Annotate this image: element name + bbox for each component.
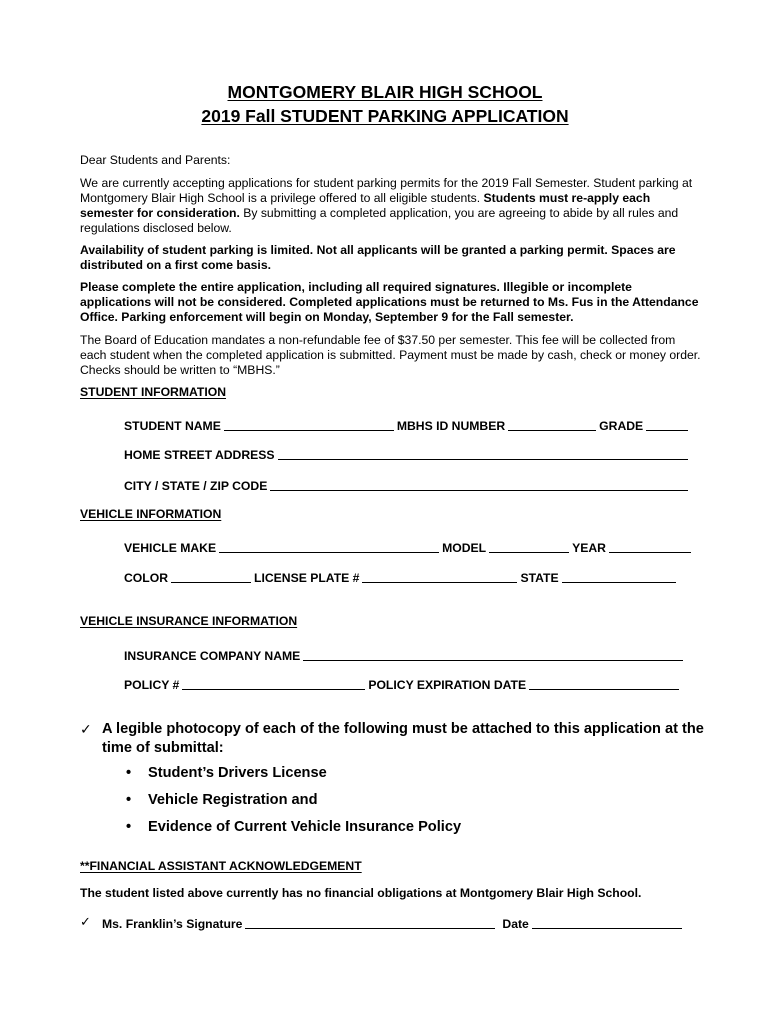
home-street-label: HOME STREET ADDRESS: [124, 448, 275, 462]
student-info-heading: STUDENT INFORMATION: [80, 385, 227, 399]
insurance-info-heading: VEHICLE INSURANCE INFORMATION: [80, 614, 298, 628]
vehicle-make-field[interactable]: [219, 541, 439, 553]
mbhs-id-label: MBHS ID NUMBER: [396, 419, 506, 433]
model-field[interactable]: [489, 541, 569, 553]
bullet-icon: •: [126, 792, 132, 808]
signature-field[interactable]: [245, 917, 495, 929]
student-name-row: [124, 417, 691, 433]
license-plate-field[interactable]: [362, 571, 517, 583]
year-field[interactable]: [609, 541, 691, 553]
attachment-item-label: Student’s Drivers License: [148, 765, 327, 781]
vehicle-make-row: [124, 539, 694, 555]
home-street-field[interactable]: [278, 448, 688, 460]
color-label: COLOR: [124, 571, 169, 585]
city-state-zip-field[interactable]: [270, 479, 688, 491]
checkmark-icon: ✓: [80, 721, 92, 737]
attachment-item: [126, 792, 318, 808]
model-label: MODEL: [442, 541, 487, 555]
color-plate-row: [124, 569, 679, 585]
attachment-item-label: Vehicle Registration and: [148, 792, 318, 808]
year-label: YEAR: [572, 541, 606, 555]
availability-notice: Availability of student parking is limited. Not all applicants will be granted a parking permit. Spaces are distributed on a first come basis.: [80, 243, 676, 272]
insurance-company-field[interactable]: [303, 649, 683, 661]
bullet-icon: •: [126, 819, 132, 835]
policy-expiration-field[interactable]: [529, 678, 679, 690]
intro-paragraph-tail: By submitting a completed application, you are agreeing to abide by all rules and regulations disclosed below.: [80, 206, 679, 235]
signature-label: Ms. Franklin’s Signature: [102, 917, 243, 931]
policy-number-label: POLICY #: [124, 678, 180, 692]
insurance-company-label: INSURANCE COMPANY NAME: [124, 649, 301, 663]
vehicle-info-heading: VEHICLE INFORMATION: [80, 507, 222, 521]
policy-row: [124, 676, 682, 692]
city-state-zip-label: CITY / STATE / ZIP CODE: [124, 479, 268, 493]
completion-instructions: Please complete the entire application, including all required signatures. Illegible or incomplete applications will not be considered. Completed applications must be returned to Ms. Fus in the Attendance Office. Parking enforcement will begin on Monday, September 9 for the Fall semester.: [80, 280, 699, 324]
intro-paragraph-text: We are currently accepting applications for student parking permits for the 2019 Fall Semester. Student parking at Montgomery Blair High School is a privilege offered to all eligible students.: [80, 176, 693, 205]
date-label: Date: [502, 917, 529, 931]
fee-paragraph: The Board of Education mandates a non-refundable fee of $37.50 per semester. This fee will be collected from each student when the completed application is submitted. Payment must be made by cash, check or money order. Checks should be written to “MBHS.”: [80, 333, 701, 377]
checkmark-icon: ✓: [80, 914, 91, 929]
greeting: Dear Students and Parents:: [80, 153, 231, 167]
mbhs-id-field[interactable]: [508, 419, 596, 431]
financial-heading: **FINANCIAL ASSISTANT ACKNOWLEDGEMENT: [80, 859, 362, 873]
attachment-item: [126, 819, 461, 835]
license-plate-label: LICENSE PLATE #: [254, 571, 360, 585]
signature-row: [102, 915, 685, 931]
school-title: MONTGOMERY BLAIR HIGH SCHOOL: [227, 82, 543, 102]
intro-paragraph: [80, 176, 705, 236]
bullet-icon: •: [126, 765, 132, 781]
form-title: 2019 Fall STUDENT PARKING APPLICATION: [201, 106, 569, 126]
student-name-field[interactable]: [224, 419, 394, 431]
policy-expiration-label: POLICY EXPIRATION DATE: [368, 678, 527, 692]
attachment-instructions: A legible photocopy of each of the following must be attached to this application at the time of submittal:: [102, 721, 704, 756]
date-field[interactable]: [532, 917, 682, 929]
city-state-zip-row: [124, 477, 691, 493]
reapply-notice: Students must re-apply each semester for consideration.: [80, 191, 651, 220]
state-field[interactable]: [562, 571, 676, 583]
color-field[interactable]: [171, 571, 251, 583]
attachment-item: [126, 765, 327, 781]
student-name-label: STUDENT NAME: [124, 419, 221, 433]
financial-statement: The student listed above currently has no financial obligations at Montgomery Blair High School.: [80, 886, 642, 900]
grade-label: GRADE: [599, 419, 644, 433]
policy-number-field[interactable]: [182, 678, 365, 690]
insurance-company-row: [124, 647, 686, 663]
state-label: STATE: [520, 571, 559, 585]
home-street-row: [124, 446, 691, 462]
vehicle-make-label: VEHICLE MAKE: [124, 541, 217, 555]
grade-field[interactable]: [646, 419, 688, 431]
attachment-item-label: Evidence of Current Vehicle Insurance Policy: [148, 819, 462, 835]
